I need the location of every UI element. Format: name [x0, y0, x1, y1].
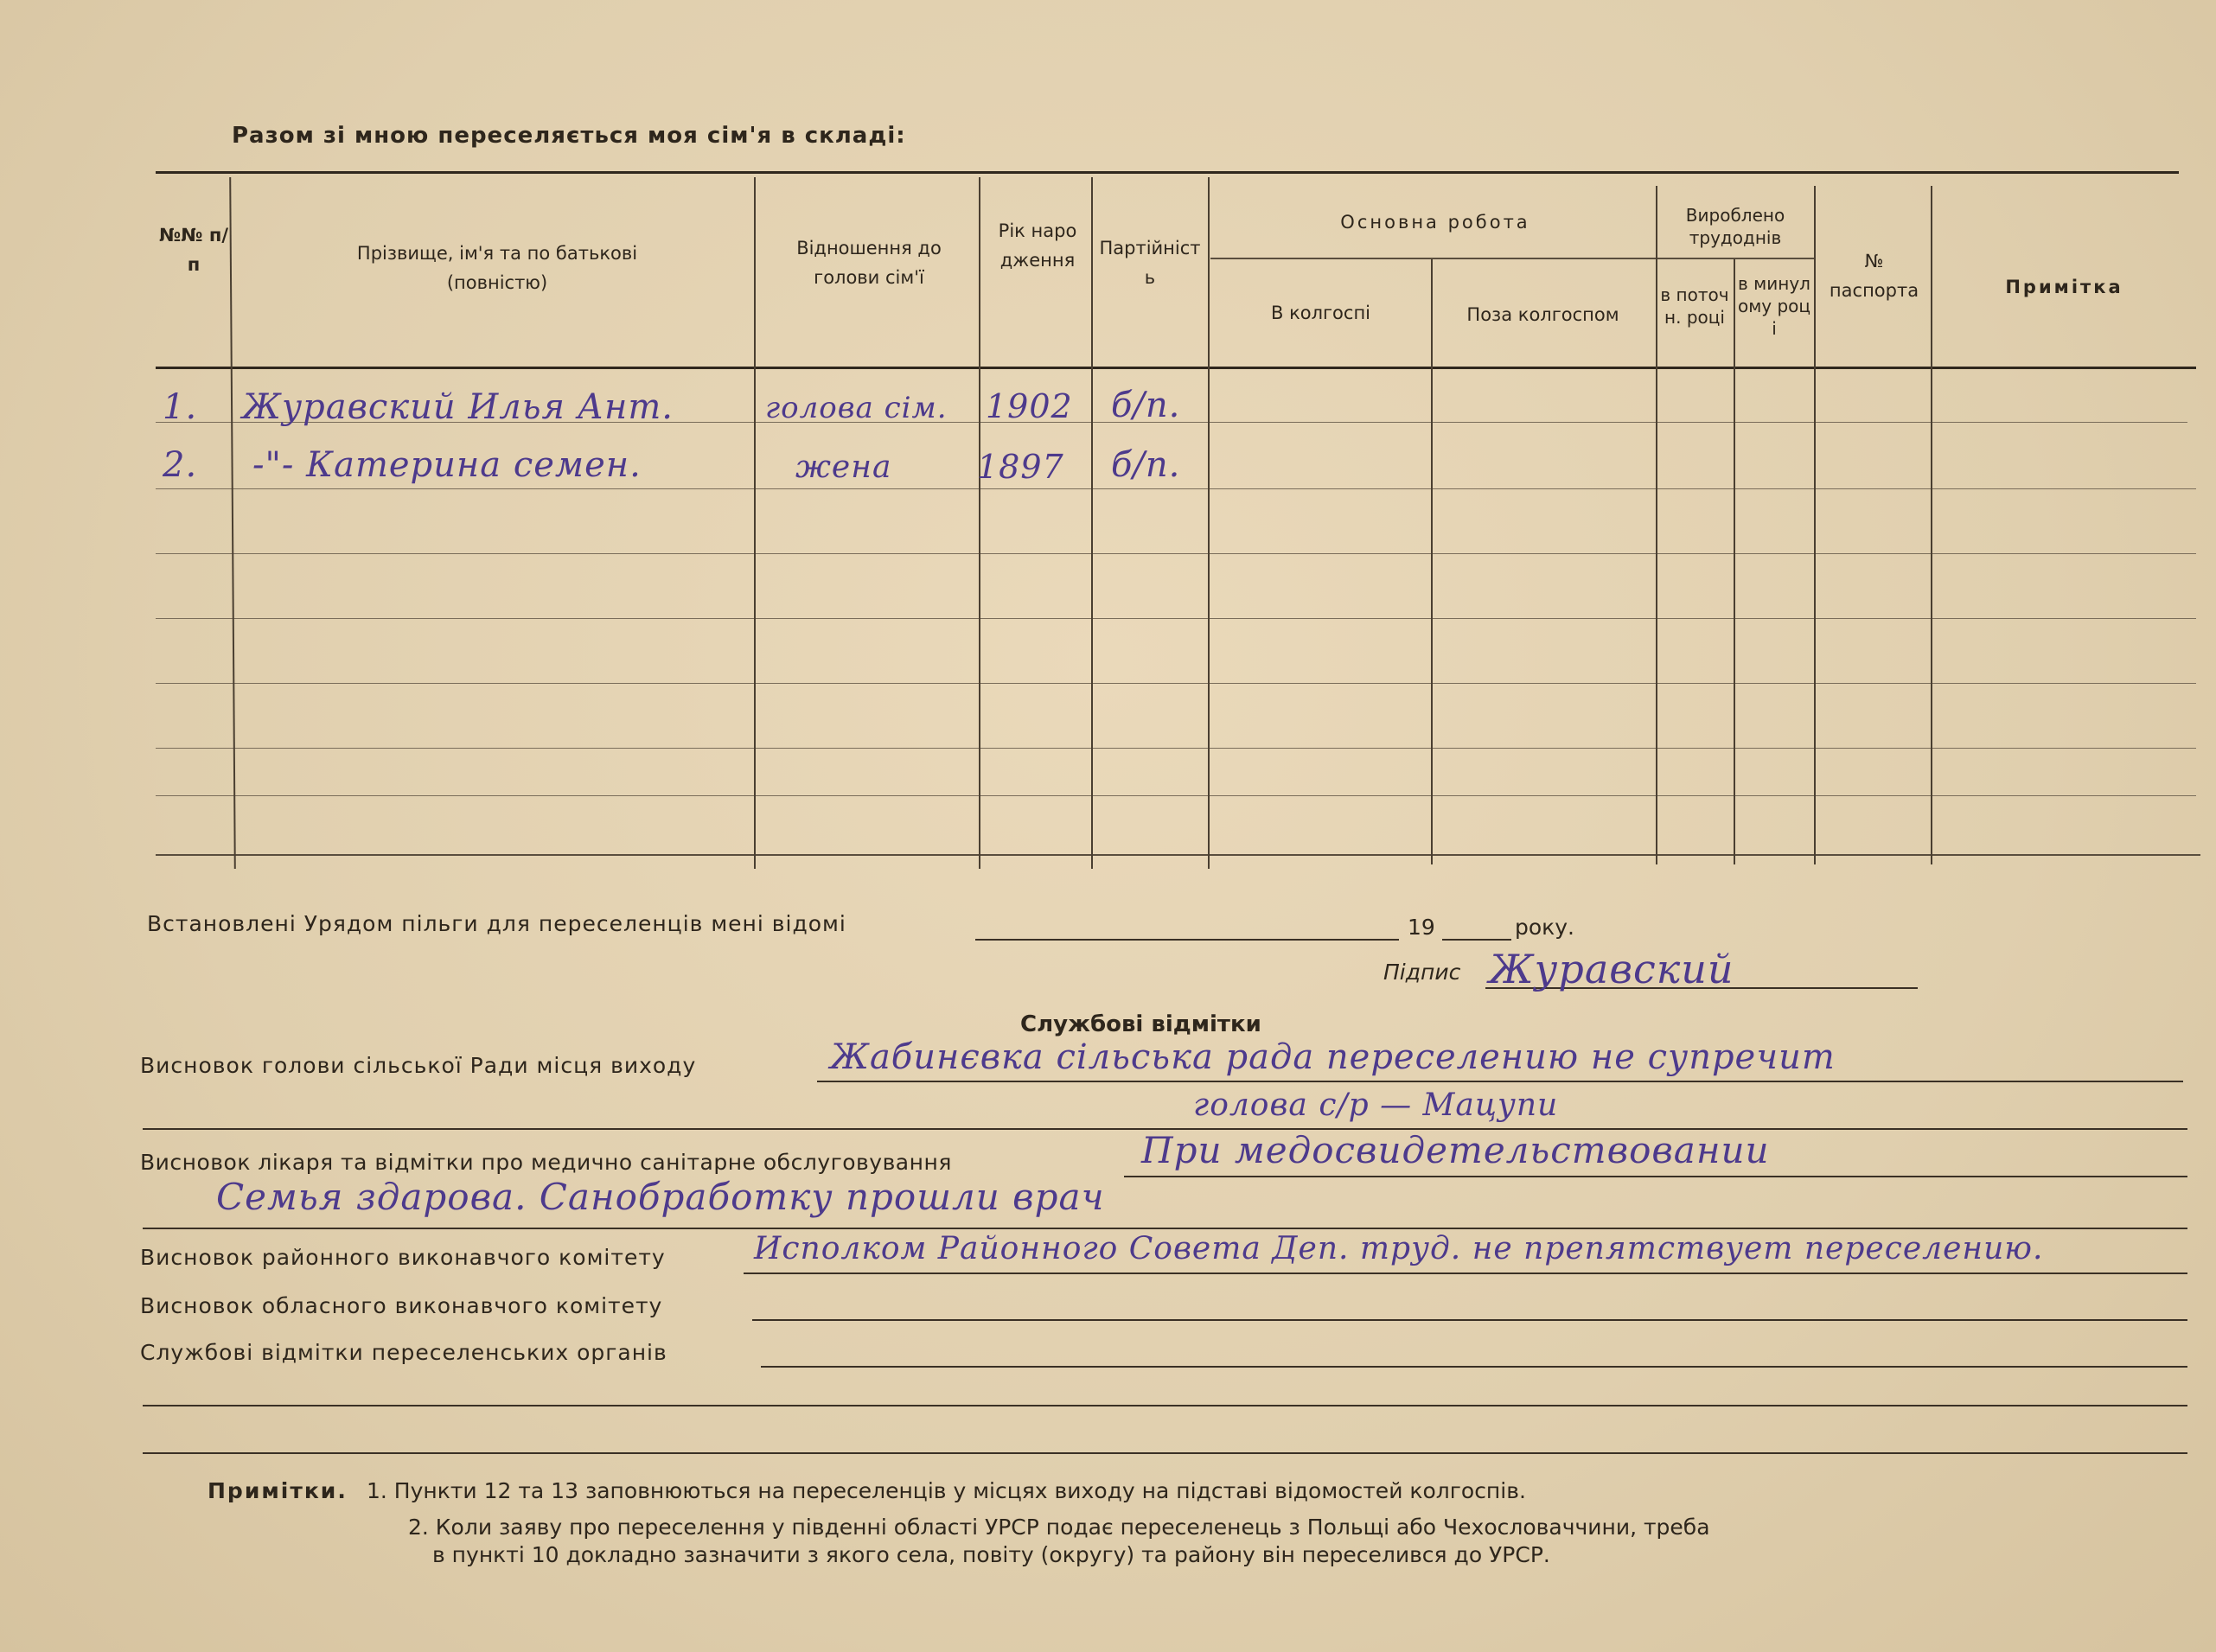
row-name: Журавский Илья Ант.: [242, 387, 674, 427]
row-num: 2.: [163, 445, 198, 485]
notes-label: Примітки.: [208, 1478, 348, 1503]
note-2a: 2. Коли заяву про переселення у південні області УРСР подає переселенець з Польщі або Чехословаччини, треба: [408, 1515, 1710, 1540]
header-relation: Відношення до голови сім'ї: [796, 238, 942, 288]
row-party: б/п.: [1111, 386, 1181, 425]
header-note: Примітка: [2005, 277, 2123, 297]
header-current-year: в поточн. році: [1660, 284, 1729, 328]
header-passport: № паспорта: [1829, 251, 1919, 301]
header-main-work: Основна робота: [1340, 212, 1530, 233]
row-relation: жена: [795, 450, 892, 485]
village-council-text: Жабинєвка сільська рада переселению не супречит: [830, 1037, 1836, 1077]
year-prefix: 19: [1408, 915, 1435, 940]
district-text: Исполком Районного Совета Деп. труд. не препятствует переселению.: [754, 1231, 2044, 1266]
village-council-signature: голова с/р — Мацупи: [1193, 1088, 1559, 1123]
signature: Журавский: [1489, 946, 1734, 992]
header-in-kolhosp: В колгоспі: [1270, 303, 1371, 323]
row-num: 1.: [163, 387, 198, 427]
row-year: 1897: [977, 448, 1064, 486]
row-relation: голова сім.: [765, 391, 948, 425]
doctor-text-2: Семья здарова. Санобработку прошли врач: [216, 1176, 1105, 1218]
note-1: 1. Пункти 12 та 13 заповнюються на переселенців у місцях виходу на підставі відомостей колгоспів.: [367, 1478, 1526, 1503]
header-num: №№ п/п: [158, 225, 229, 275]
year-suffix: року.: [1515, 915, 1575, 940]
doctor-label: Висновок лікаря та відмітки про медично санітарне обслуговування: [140, 1150, 952, 1175]
resettlement-label: Службові відмітки переселенських органів: [140, 1340, 667, 1365]
header-last-year: в минулому році: [1737, 273, 1811, 339]
district-label: Висновок районного виконавчого комітету: [140, 1245, 666, 1270]
header-name: Прізвище, ім'я та по батькові (повністю): [356, 243, 638, 293]
note-2b: в пункті 10 докладно зазначити з якого села, повіту (округу) та району він переселився до УРСР.: [432, 1542, 1550, 1567]
row-party: б/п.: [1111, 445, 1181, 485]
header-party: Партійність: [1099, 238, 1201, 288]
doctor-text: При медосвидетельствовании: [1141, 1129, 1770, 1171]
row-year: 1902: [986, 387, 1073, 425]
family-heading: Разом зі мною переселяється моя сім'я в складі:: [232, 123, 906, 149]
row-name: -"- Катерина семен.: [252, 445, 642, 485]
benefits-text: Встановлені Урядом пільги для переселенців мені відомі: [147, 911, 846, 936]
header-outside-kolhosp: Поза колгоспом: [1466, 304, 1619, 325]
village-council-label: Висновок голови сільської Ради місця виходу: [140, 1053, 697, 1078]
oblast-label: Висновок обласного виконавчого комітету: [140, 1293, 663, 1318]
header-workdays: Вироблено трудоднів: [1685, 205, 1785, 248]
header-birth-year: Рік народження: [998, 220, 1077, 271]
official-title: Службові відмітки: [1020, 1011, 1261, 1037]
signature-label: Підпис: [1383, 960, 1461, 985]
